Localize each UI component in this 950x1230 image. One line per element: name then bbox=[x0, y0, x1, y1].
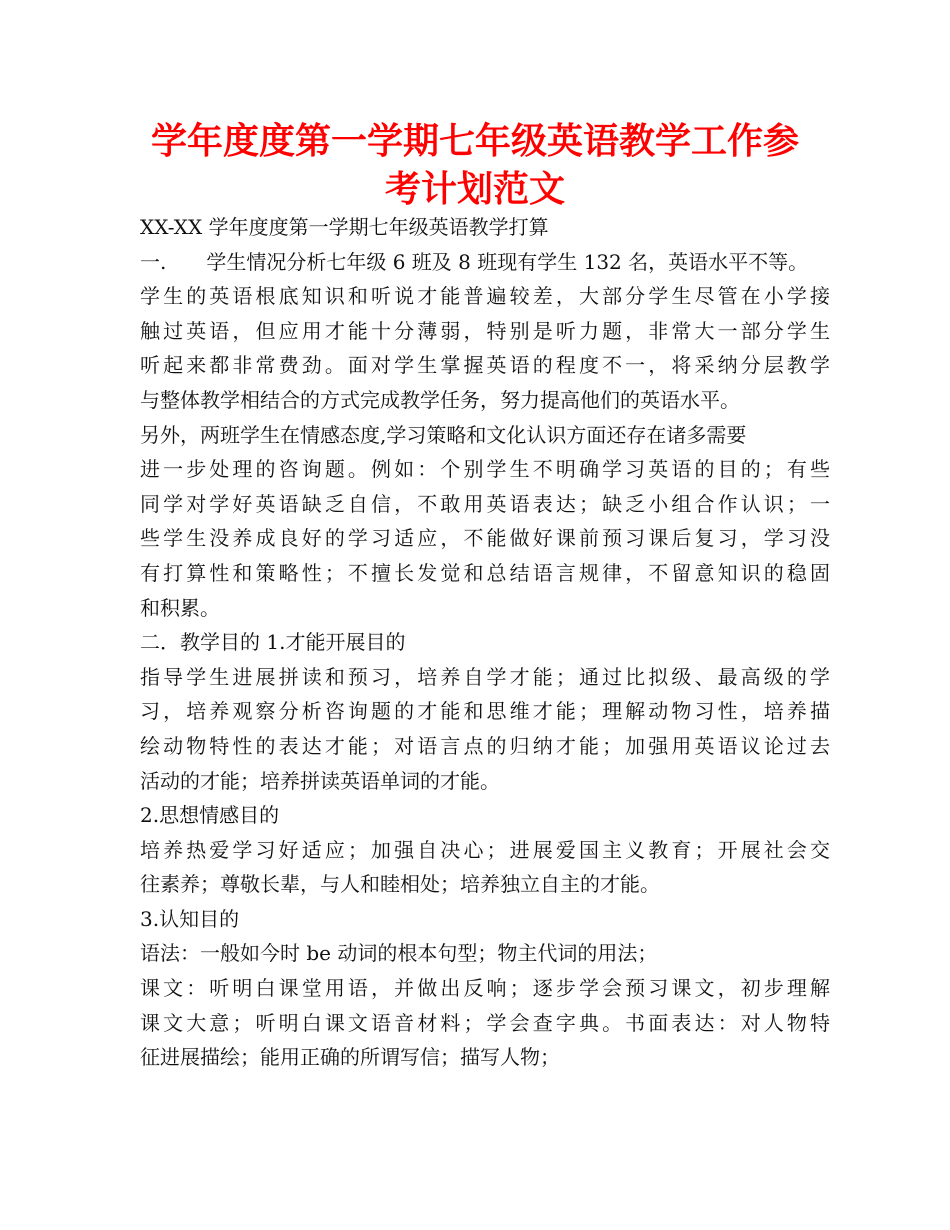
text-line: XX-XX 学年度度第一学期七年级英语教学打算 bbox=[140, 215, 549, 239]
text-line: 学生的英语根底知识和听说才能普遍较差，大部分学生尽管在小学接 bbox=[140, 284, 830, 309]
text-line: 和积累。 bbox=[140, 595, 220, 620]
text-line: 培养热爱学习好适应；加强自决心；进展爱国主义教育；开展社会交 bbox=[140, 837, 830, 862]
text-line: 语法：一般如今时 be 动词的根本句型；物主代词的用法； bbox=[140, 941, 658, 966]
text-line: 有打算性和策略性；不擅长发觉和总结语言规律，不留意知识的稳固 bbox=[140, 560, 830, 585]
text-line: 习，培养观察分析咨询题的才能和思维才能；理解动物习性，培养描 bbox=[140, 699, 830, 724]
title-line-2: 考计划范文 bbox=[384, 169, 565, 210]
text-line: 与整体教学相结合的方式完成教学任务，努力提高他们的英语水平。 bbox=[140, 387, 740, 412]
section-heading: 二．教学目的 1.才能开展目的 bbox=[140, 630, 406, 655]
section-heading: 2.思想情感目的 bbox=[140, 803, 280, 828]
text-line: 听起来都非常费劲。面对学生掌握英语的程度不一，将采纳分层教学 bbox=[140, 353, 830, 378]
text-line: 一. 学生情况分析七年级 6 班及 8 班现有学生 132 名，英语水平不等。 bbox=[140, 249, 809, 274]
text-line: 征进展描绘；能用正确的所谓写信；描写人物； bbox=[140, 1045, 560, 1070]
text-line: 活动的才能；培养拼读英语单词的才能。 bbox=[140, 768, 500, 793]
text-line: 另外，两班学生在情感态度,学习策略和文化认识方面还存在诸多需要 bbox=[140, 422, 747, 447]
text-line: 课文大意；听明白课文语音材料；学会查字典。书面表达：对人物特 bbox=[140, 1010, 830, 1035]
text-line: 些学生没养成良好的学习适应，不能做好课前预习课后复习，学习没 bbox=[140, 526, 830, 551]
text-line: 进一步处理的咨询题。例如：个别学生不明确学习英语的目的；有些 bbox=[140, 457, 830, 482]
text-line: 同学对学好英语缺乏自信，不敢用英语表达；缺乏小组合作认识；一 bbox=[140, 491, 830, 516]
document-title bbox=[120, 118, 830, 214]
text-line: 指导学生进展拼读和预习，培养自学才能；通过比拟级、最高级的学 bbox=[140, 664, 830, 689]
text-line: 课文：听明白课堂用语，并做出反响；逐步学会预习课文，初步理解 bbox=[140, 976, 830, 1001]
document-body bbox=[140, 210, 830, 1075]
section-heading: 3.认知目的 bbox=[140, 906, 240, 931]
text-line: 触过英语，但应用才能十分薄弱，特别是听力题，非常大一部分学生 bbox=[140, 318, 830, 343]
text-line: 绘动物特性的表达才能；对语言点的归纳才能；加强用英语议论过去 bbox=[140, 733, 830, 758]
title-line-1: 学年度度第一学期七年级英语教学工作参 bbox=[150, 121, 799, 162]
text-line: 往素养；尊敬长辈，与人和睦相处；培养独立自主的才能。 bbox=[140, 872, 660, 897]
